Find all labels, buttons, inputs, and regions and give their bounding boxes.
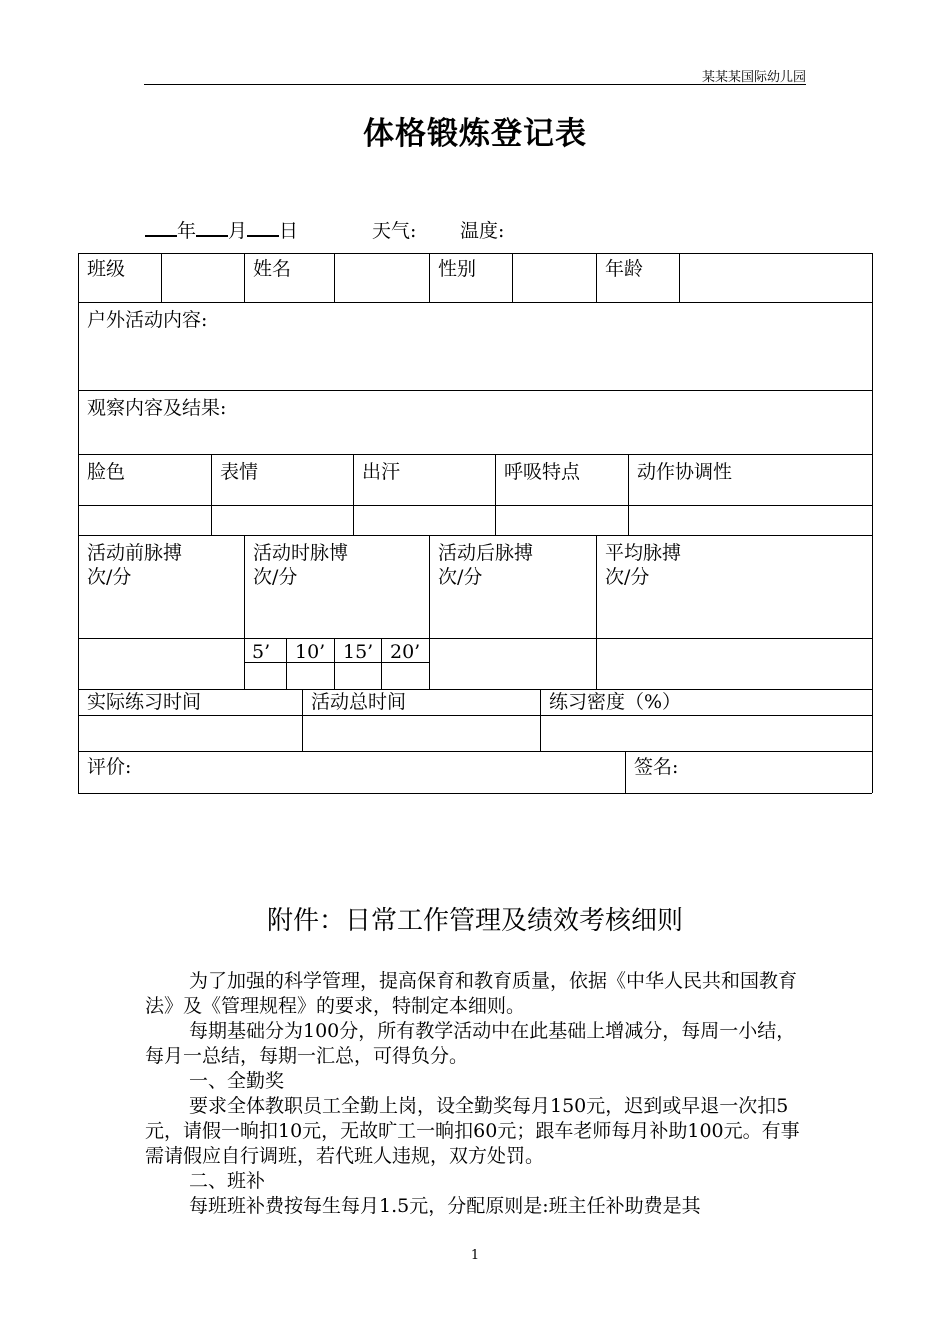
day-label: 日 bbox=[279, 220, 299, 242]
month-label: 月 bbox=[228, 220, 248, 242]
breathing-label: 呼吸特点 bbox=[504, 461, 581, 483]
pulse-after-unit: 次/分 bbox=[438, 566, 483, 588]
pulse-average-label: 平均脉搏 bbox=[605, 542, 682, 564]
observation-label: 观察内容及结果: bbox=[87, 397, 227, 419]
interval-20min-label: 20’ bbox=[390, 641, 421, 663]
weather-label: 天气: bbox=[372, 220, 417, 242]
paragraph-class-subsidy: 每班班补费按每生每月1.5元，分配原则是:班主任补助费是其 bbox=[189, 1195, 701, 1217]
interval-15min-label: 15’ bbox=[343, 641, 374, 663]
header-organization: 某某某国际幼儿园 bbox=[701, 70, 806, 85]
form-title: 体格锻炼登记表 bbox=[363, 116, 587, 152]
evaluation-label: 评价: bbox=[87, 756, 132, 778]
age-label: 年龄 bbox=[605, 258, 644, 280]
name-field[interactable] bbox=[335, 254, 429, 301]
coordination-label: 动作协调性 bbox=[637, 461, 733, 483]
section-heading-attendance: 一、全勤奖 bbox=[189, 1070, 285, 1092]
pulse-during-unit: 次/分 bbox=[253, 566, 298, 588]
practice-density-label: 练习密度（%） bbox=[549, 691, 682, 713]
name-label: 姓名 bbox=[253, 258, 292, 280]
outdoor-activity-label: 户外活动内容: bbox=[87, 309, 208, 331]
paragraph-attendance: 要求全体教职员工全勤上岗，设全勤奖每月150元，迟到或早退一次扣5元，请假一晌扣10元，无故旷工一晌扣60元；跟车老师每月补助100元。有事需请假应自行调班，若代班人违规，双方处罚。 bbox=[145, 1095, 800, 1167]
expression-label: 表情 bbox=[220, 461, 259, 483]
age-field[interactable] bbox=[680, 254, 872, 301]
year-label: 年 bbox=[177, 220, 197, 242]
signature-label: 签名: bbox=[634, 756, 679, 778]
total-activity-time-label: 活动总时间 bbox=[311, 691, 407, 713]
temperature-label: 温度: bbox=[460, 220, 505, 242]
actual-practice-time-label: 实际练习时间 bbox=[87, 691, 202, 713]
complexion-label: 脸色 bbox=[87, 461, 126, 483]
gender-label: 性别 bbox=[438, 258, 477, 280]
paragraph-base-score: 每期基础分为100分，所有教学活动中在此基础上增减分，每周一小结，每月一总结，每期一汇总，可得负分。 bbox=[145, 1020, 796, 1067]
class-field[interactable] bbox=[162, 254, 244, 301]
pulse-before-label: 活动前脉搏 bbox=[87, 542, 183, 564]
interval-5min-label: 5’ bbox=[252, 641, 271, 663]
paragraph-intro: 为了加强的科学管理，提高保育和教育质量，依据《中华人民共和国教育法》及《管理规程》的要求，特制定本细则。 bbox=[145, 970, 798, 1017]
attachment-title: 附件：日常工作管理及绩效考核细则 bbox=[266, 906, 683, 936]
pulse-after-label: 活动后脉搏 bbox=[438, 542, 534, 564]
section-heading-class-subsidy: 二、班补 bbox=[189, 1170, 266, 1192]
page-number: 1 bbox=[470, 1248, 480, 1263]
gender-field[interactable] bbox=[513, 254, 596, 301]
pulse-during-label: 活动时脉博 bbox=[253, 542, 349, 564]
pulse-average-unit: 次/分 bbox=[605, 566, 650, 588]
pulse-before-unit: 次/分 bbox=[87, 566, 132, 588]
class-label: 班级 bbox=[87, 258, 126, 280]
interval-10min-label: 10’ bbox=[295, 641, 326, 663]
sweating-label: 出汗 bbox=[362, 461, 401, 483]
